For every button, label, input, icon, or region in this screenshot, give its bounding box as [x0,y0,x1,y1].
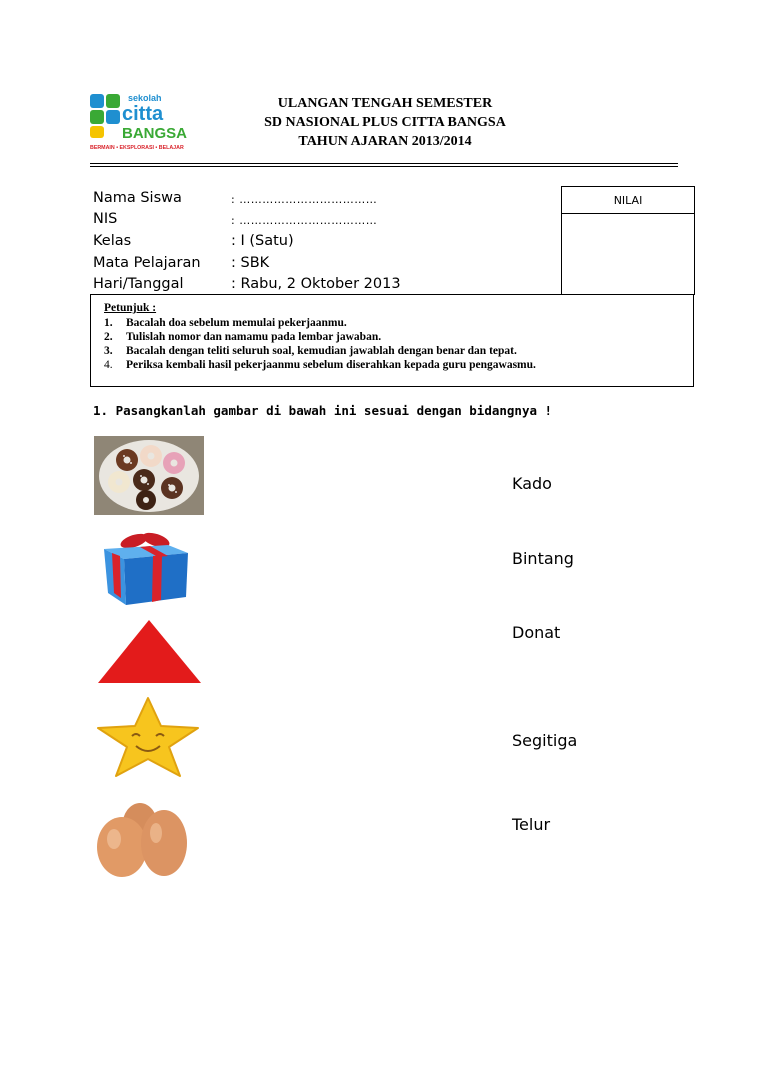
answer-telur[interactable]: Telur [512,815,551,834]
eggs-image[interactable] [94,797,190,881]
logo-text-sekolah: sekolah [128,93,162,103]
field-nis [93,211,553,232]
donut-plate-image[interactable] [94,436,204,515]
header-school: SD NASIONAL PLUS CITTA BANGSA [264,115,506,130]
instruction-item: 2. Tulislah nomor dan namamu pada lembar jawaban. [104,331,382,343]
field-value: : I (Satu) [231,233,294,249]
name-blank[interactable]: : ……………………………… [231,193,378,206]
field-value: : Rabu, 2 Oktober 2013 [231,276,401,292]
field-value: : SBK [231,255,270,271]
field-nama-siswa [93,190,553,211]
header-title: ULANGAN TENGAH SEMESTER [277,96,493,111]
field-label: Mata Pelajaran [93,255,201,271]
red-triangle-image[interactable] [97,619,203,685]
instructions-box [90,294,694,387]
instruction-item: 1. Bacalah doa sebelum memulai pekerjaanmu. [104,317,347,329]
score-label: NILAI [562,187,694,214]
question-1: 1. Pasangkanlah gambar di bawah ini sesuai dengan bidangnya ! [93,403,553,418]
gift-box-image[interactable] [98,531,194,607]
answer-bintang[interactable]: Bintang [512,549,574,568]
field-label: Hari/Tanggal [93,276,184,292]
answer-donat[interactable]: Donat [512,623,561,642]
logo-text-citta: citta [122,103,164,125]
instruction-item: 4. Periksa kembali hasil pekerjaanmu sebelum diserahkan kepada guru pengawasmu. [104,359,536,371]
field-label: Kelas [93,233,132,249]
field-mata-pelajaran [93,255,553,276]
answer-kado[interactable]: Kado [512,474,552,493]
instructions-title: Petunjuk : [104,302,157,314]
logo-tagline: BERMAIN • EKSPLORASI • BELAJAR [90,145,184,151]
nis-blank[interactable]: : ……………………………… [231,214,378,227]
field-label: Nama Siswa [93,190,182,206]
header-year: TAHUN AJARAN 2013/2014 [298,134,472,149]
header-divider-second [90,166,678,167]
score-box[interactable] [561,186,695,295]
logo-text-bangsa: BANGSA [122,125,188,142]
field-label: NIS [93,211,118,227]
field-kelas [93,233,553,254]
answer-segitiga[interactable]: Segitiga [512,731,578,750]
exam-header [230,94,540,151]
school-logo [88,92,188,154]
header-divider [90,163,678,164]
smiling-star-image[interactable] [94,696,202,778]
instruction-item: 3. Bacalah dengan teliti seluruh soal, kemudian jawablah dengan benar dan tepat. [104,345,517,357]
